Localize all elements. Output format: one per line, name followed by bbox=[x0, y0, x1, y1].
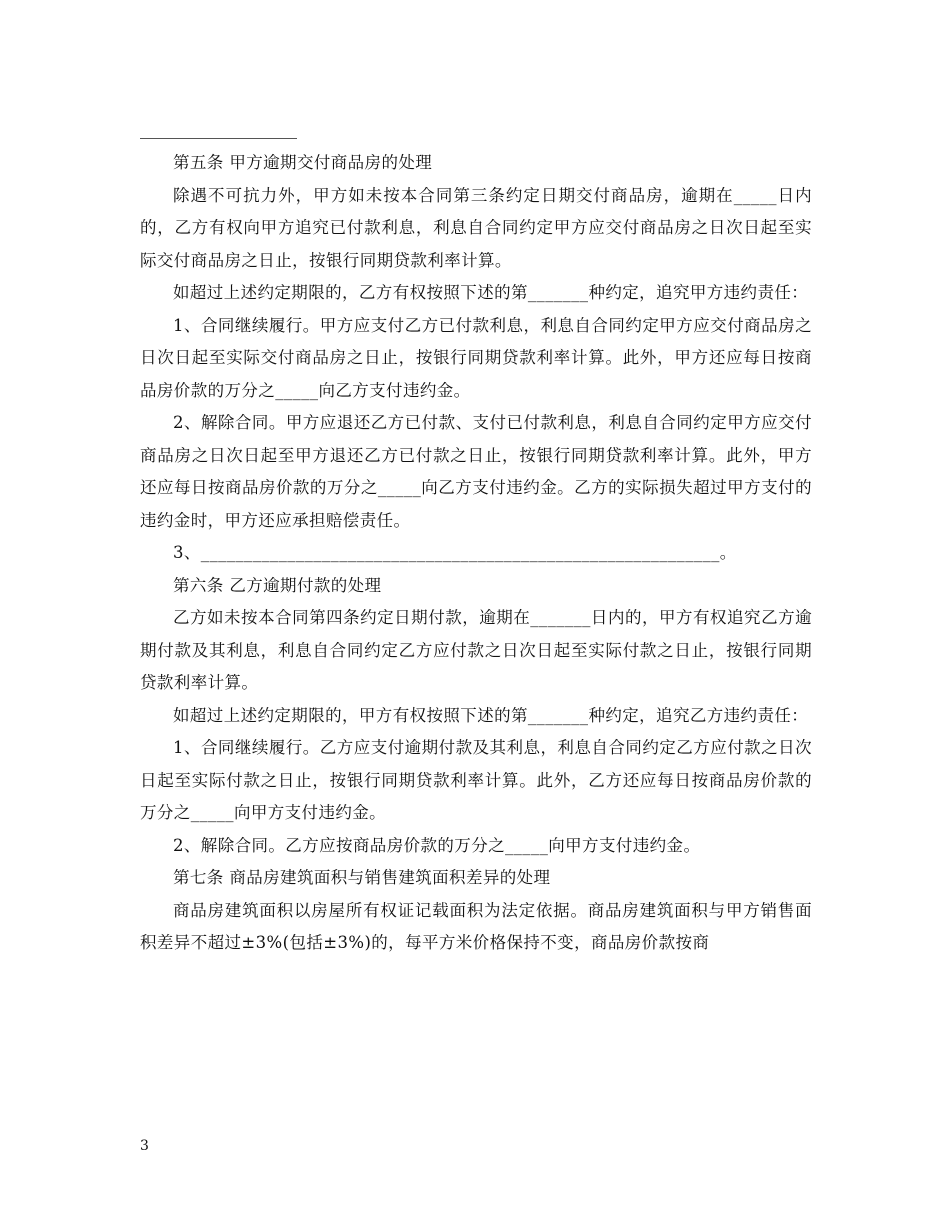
article-5-item-2: 2、解除合同。甲方应退还乙方已付款、支付已付款利息，利息自合同约定甲方应交付商品房之日次日起至甲方退还乙方已付款之日止，按银行同期贷款利率计算。此外，甲方还应每日按商品房价款的万分之_____向乙方支付违约金。乙方的实际损失超过甲方支付的违约金时，甲方还应承担赔偿责任。 bbox=[140, 413, 812, 530]
page-number: 3 bbox=[140, 1138, 149, 1154]
article-7-paragraph-1: 商品房建筑面积以房屋所有权证记载面积为法定依据。商品房建筑面积与甲方销售面积差异不超过±3%(包括±3%)的，每平方米价格保持不变，商品房价款按商 bbox=[140, 900, 812, 952]
article-5-item-3: 3、____________________________________________________________。 bbox=[173, 543, 737, 562]
article-5-paragraph-2: 如超过上述约定期限的，乙方有权按照下述的第_______种约定，追究甲方违约责任： bbox=[173, 283, 809, 302]
article-7-heading: 第七条 商品房建筑面积与销售建筑面积差异的处理 bbox=[173, 868, 551, 887]
article-6-heading: 第六条 乙方逾期付款的处理 bbox=[173, 575, 382, 595]
article-6-paragraph-1: 乙方如未按本合同第四条约定日期付款，逾期在_______日内的，甲方有权追究乙方逾期付款及其利息，利息自合同约定乙方应付款之日次日起至实际付款之日止，按银行同期贷款利率计算。 bbox=[140, 608, 812, 692]
article-6-item-1: 1、合同继续履行。乙方应支付逾期付款及其利息，利息自合同约定乙方应付款之日次日起至实际付款之日止，按银行同期贷款利率计算。此外，乙方还应每日按商品房价款的万分之_____向甲方支付违约金。 bbox=[140, 738, 812, 822]
article-5-item-1: 1、合同继续履行。甲方应支付乙方已付款利息，利息自合同约定甲方应交付商品房之日次日起至实际交付商品房之日止，按银行同期贷款利率计算。此外，甲方还应每日按商品房价款的万分之_____向乙方支付违约金。 bbox=[140, 315, 812, 400]
article-5-paragraph-1: 除遇不可抗力外，甲方如未按本合同第三条约定日期交付商品房，逾期在_____日内的，乙方有权向甲方追究已付款利息，利息自合同约定甲方应交付商品房之日次日起至实际交付商品房之日止，按银行同期贷款利率计算。 bbox=[140, 185, 812, 270]
header-rule bbox=[140, 138, 297, 139]
article-5-heading: 第五条 甲方逾期交付商品房的处理 bbox=[173, 153, 433, 172]
document-body bbox=[140, 147, 812, 960]
article-6-paragraph-2: 如超过上述约定期限的，甲方有权按照下述的第_______种约定，追究乙方违约责任： bbox=[173, 705, 809, 725]
article-6-item-2: 2、解除合同。乙方应按商品房价款的万分之_____向甲方支付违约金。 bbox=[173, 835, 701, 855]
